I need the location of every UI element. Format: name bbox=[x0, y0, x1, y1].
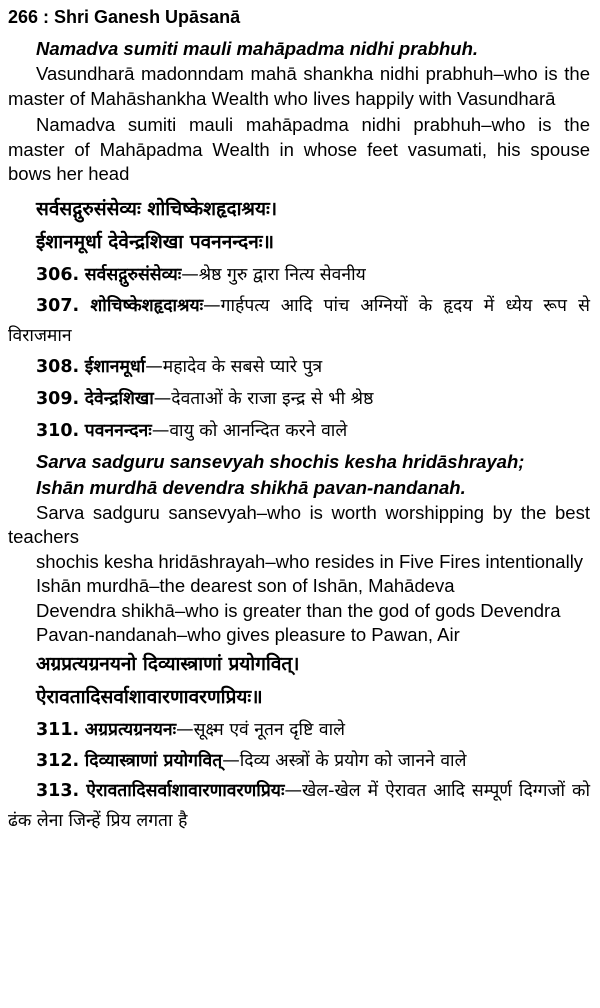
name-entry bbox=[8, 746, 590, 776]
entry-term: अग्रप्रत्यग्रनयनः bbox=[84, 719, 177, 740]
entry-term: पवननन्दनः bbox=[84, 420, 152, 441]
verse-line: Sarva sadguru sansevyah shochis kesha hridāshrayah; bbox=[36, 450, 525, 472]
entry-number: 312. bbox=[36, 750, 80, 771]
section-3 bbox=[8, 648, 590, 836]
name-entry bbox=[8, 259, 590, 291]
entry-term: ऐरावतादिसर्वाशावारणावरणप्रियः bbox=[86, 780, 285, 801]
name-entry bbox=[8, 291, 590, 351]
section-2 bbox=[8, 193, 590, 648]
entry-number: 309. bbox=[36, 388, 80, 409]
entry-term: सर्वसद्गुरुसंसेव्यः bbox=[84, 264, 182, 285]
sanskrit-verse-line: अग्रप्रत्यग्रनयनो दिव्यास्त्राणां प्रयोगवित्। bbox=[36, 652, 300, 675]
entry-number: 311. bbox=[36, 719, 80, 740]
entry-meaning: —दिव्य अस्त्रों के प्रयोग को जानने वाले bbox=[222, 750, 467, 771]
sanskrit-verse-line: सर्वसद्गुरुसंसेव्यः शोचिष्केशहृदाश्रयः। bbox=[36, 197, 278, 220]
section-1 bbox=[8, 36, 590, 187]
entry-number: 313. bbox=[36, 780, 80, 801]
name-entry bbox=[8, 351, 590, 383]
entry-meaning: —श्रेष्ठ गुरु द्वारा नित्य सेवनीय bbox=[181, 264, 366, 285]
entry-number: 310. bbox=[36, 420, 80, 441]
explanation-paragraph: Namadva sumiti mauli mahāpadma nidhi prabhuh–who is the master of Mahāpadma Wealth in whose feet vasumati, his spouse bows her head bbox=[8, 114, 590, 184]
entry-meaning: —वायु को आनन्दित करने वाले bbox=[151, 420, 348, 441]
entry-meaning: —सूक्ष्म एवं नूतन दृष्टि वाले bbox=[176, 719, 345, 740]
verse-line: Ishān murdhā devendra shikhā pavan-nandanah. bbox=[36, 476, 466, 498]
entry-meaning: —गार्हपत्य आदि पांच अग्नियों के हृदय में ध्येय रूप से विराजमान bbox=[8, 295, 590, 346]
explanation-paragraph: Devendra shikhā–who is greater than the god of gods Devendra bbox=[36, 599, 561, 621]
entry-meaning: —देवताओं के राजा इन्द्र से भी श्रेष्ठ bbox=[153, 388, 374, 409]
sanskrit-verse-line: ईशानमूर्धा देवेन्द्रशिखा पवननन्दनः॥ bbox=[36, 230, 275, 253]
sanskrit-verse-line: ऐरावतादिसर्वाशावारणावरणप्रियः॥ bbox=[36, 685, 263, 708]
name-entry bbox=[8, 383, 590, 415]
entry-number: 308. bbox=[36, 356, 80, 377]
entry-meaning: —महादेव के सबसे प्यारे पुत्र bbox=[145, 356, 323, 377]
explanation-paragraph: Pavan-nandanah–who gives pleasure to Pawan, Air bbox=[36, 624, 460, 645]
explanation-paragraph: Sarva sadguru sansevyah–who is worth worshipping by the best teachers bbox=[8, 501, 590, 547]
page-header: 266 : Shri Ganesh Upāsanā bbox=[8, 7, 241, 27]
name-entry bbox=[8, 415, 590, 447]
entry-term: शोचिष्केशहृदाश्रयः bbox=[90, 295, 204, 316]
verse-line: Namadva sumiti mauli mahāpadma nidhi prabhuh. bbox=[36, 38, 479, 59]
explanation-paragraph: Vasundharā madonndam mahā shankha nidhi prabhuh–who is the master of Mahāshankha Wealth who lives happily with Vasundharā bbox=[8, 63, 590, 109]
name-entry bbox=[8, 776, 590, 836]
entry-term: दिव्यास्त्राणां प्रयोगवित् bbox=[84, 750, 223, 771]
entry-term: ईशानमूर्धा bbox=[84, 356, 146, 377]
entry-number: 307. bbox=[36, 295, 80, 316]
entry-meaning: —खेल-खेल में ऐरावत आदि सम्पूर्ण दिग्गजों को ढंक लेना जिन्हें प्रिय लगता है bbox=[8, 780, 590, 831]
entry-number: 306. bbox=[36, 264, 80, 285]
explanation-paragraph: Ishān murdhā–the dearest son of Ishān, Mahādeva bbox=[36, 575, 455, 596]
entry-term: देवेन्द्रशिखा bbox=[84, 388, 154, 409]
name-entry bbox=[8, 714, 590, 746]
explanation-paragraph: shochis kesha hridāshrayah–who resides in Five Fires intentionally bbox=[36, 550, 584, 572]
